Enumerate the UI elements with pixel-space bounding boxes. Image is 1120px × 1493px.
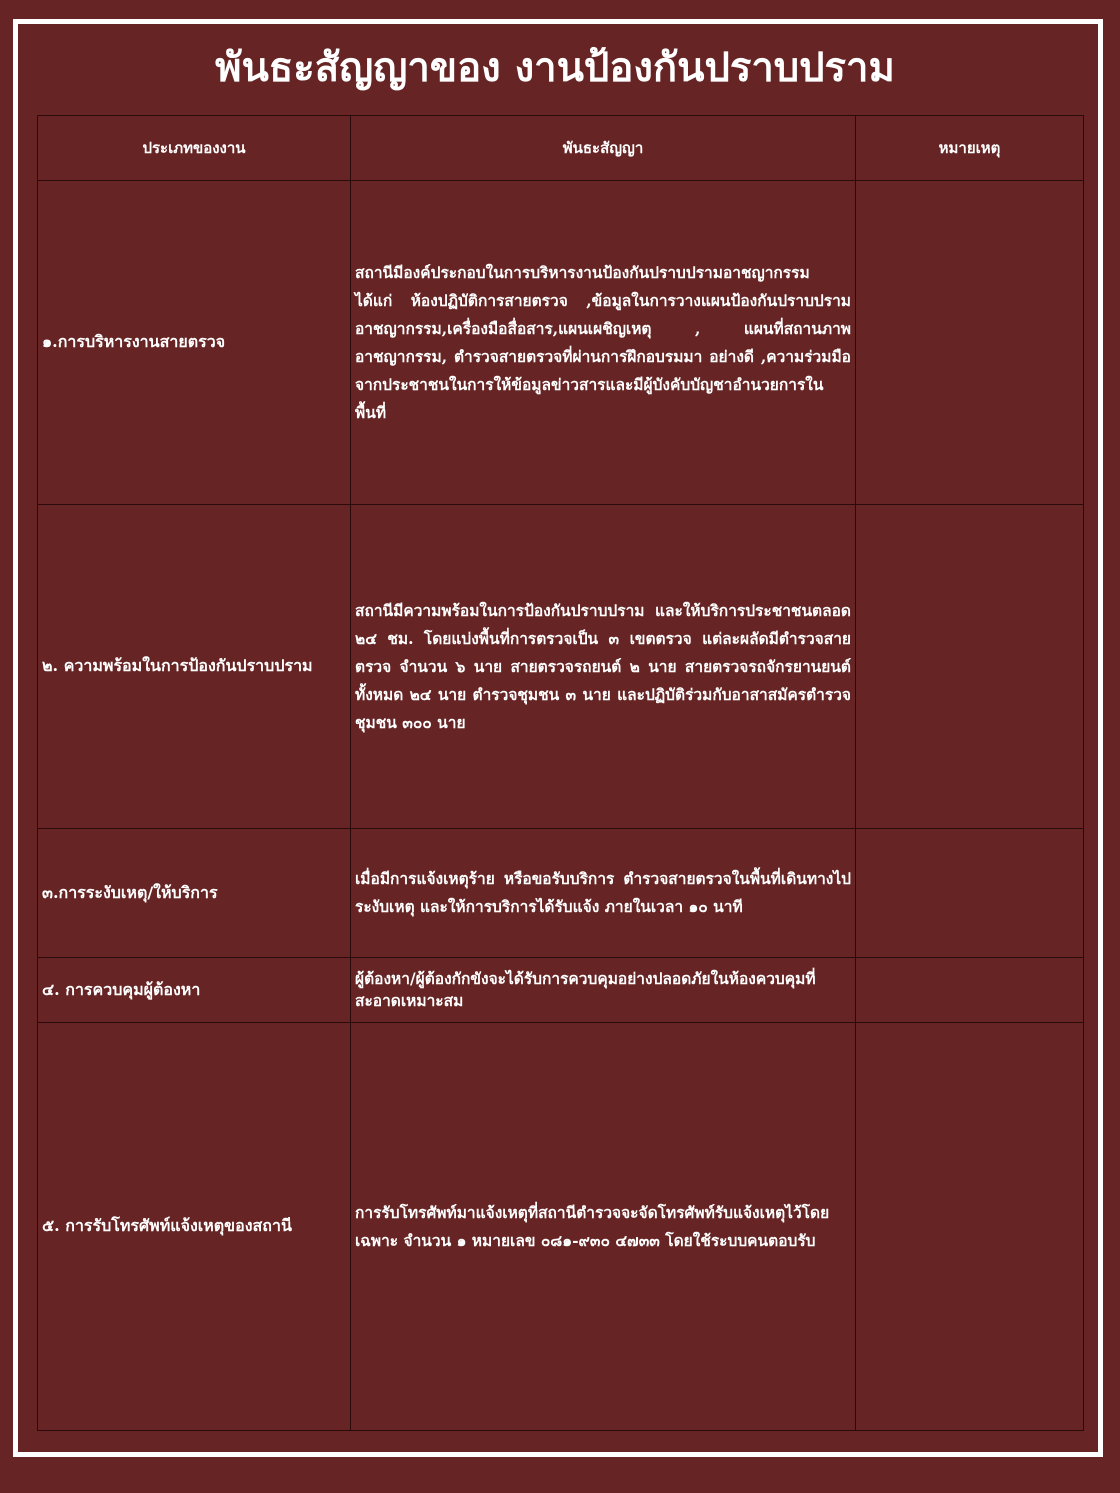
row-remarks xyxy=(856,1023,1084,1431)
row-remarks xyxy=(856,958,1084,1023)
table-row xyxy=(38,958,1084,1023)
table-row xyxy=(38,1023,1084,1431)
table-row xyxy=(38,181,1084,505)
row-remarks xyxy=(856,181,1084,505)
row-remarks xyxy=(856,505,1084,829)
row-commitment: การรับโทรศัพท์มาแจ้งเหตุที่สถานีตำรวจจะจัดโทรศัพท์รับแจ้งเหตุไว้โดยเฉพาะ จำนวน ๑ หมายเลข ๐๘๑-๙๓๐ ๔๗๓๓ โดยใช้ระบบคนตอบรับ xyxy=(351,1023,856,1431)
header-type: ประเภทของงาน xyxy=(38,116,351,181)
header-remarks: หมายเหตุ xyxy=(856,116,1084,181)
commitment-table xyxy=(37,115,1084,1431)
row-type: ๓.การระงับเหตุ/ให้บริการ xyxy=(38,829,351,958)
row-type: ๔. การควบคุมผู้ต้องหา xyxy=(38,958,351,1023)
row-type: ๑.การบริหารงานสายตรวจ xyxy=(38,181,351,505)
row-commitment: ผู้ต้องหา/ผู้ต้องกักขังจะได้รับการควบคุมอย่างปลอดภัยในห้องควบคุมที่สะอาดเหมาะสม xyxy=(351,958,856,1023)
row-type: ๕. การรับโทรศัพท์แจ้งเหตุของสถานี xyxy=(38,1023,351,1431)
row-type: ๒. ความพร้อมในการป้องกันปราบปราม xyxy=(38,505,351,829)
page-title: พันธะสัญญาของ งานป้องกันปราบปราม xyxy=(215,44,895,91)
table-header-row xyxy=(38,116,1084,181)
row-remarks xyxy=(856,829,1084,958)
row-commitment: เมื่อมีการแจ้งเหตุร้าย หรือขอรับบริการ ตำรวจสายตรวจในพื้นที่เดินทางไประงับเหตุ และให้การบริการได้รับแจ้ง ภายในเวลา ๑๐ นาที xyxy=(351,829,856,958)
row-commitment: สถานีมีองค์ประกอบในการบริหารงานป้องกันปราบปรามอาชญากรรม ได้แก่ ห้องปฏิบัติการสายตรวจ ,ข้อมูลในการวางแผนป้องกันปราบปรามอาชญากรรม,เครื่องมือสื่อสาร,แผนเผชิญเหตุ , แผนที่สถานภาพอาชญากรรม, ตำรวจสายตรวจที่ผ่านการฝึกอบรมมา อย่างดี ,ความร่วมมือจากประชาชนในการให้ข้อมูลข่าวสารและมีผู้บังคับบัญชาอำนวยการในพื้นที่ xyxy=(351,181,856,505)
table-row xyxy=(38,505,1084,829)
header-commitment: พันธะสัญญา xyxy=(351,116,856,181)
table-row xyxy=(38,829,1084,958)
row-commitment: สถานีมีความพร้อมในการป้องกันปราบปราม และให้บริการประชาชนตลอด ๒๔ ชม. โดยแบ่งพื้นที่การตรวจเป็น ๓ เขตตรวจ แต่ละผลัดมีตำรวจสายตรวจ จำนวน ๖ นาย สายตรวจรถยนต์ ๒ นาย สายตรวจรถจักรยานยนต์ทั้งหมด ๒๔ นาย ตำรวจชุมชน ๓ นาย และปฏิบัติร่วมกับอาสาสมัครตำรวจชุมชน ๓๐๐ นาย xyxy=(351,505,856,829)
